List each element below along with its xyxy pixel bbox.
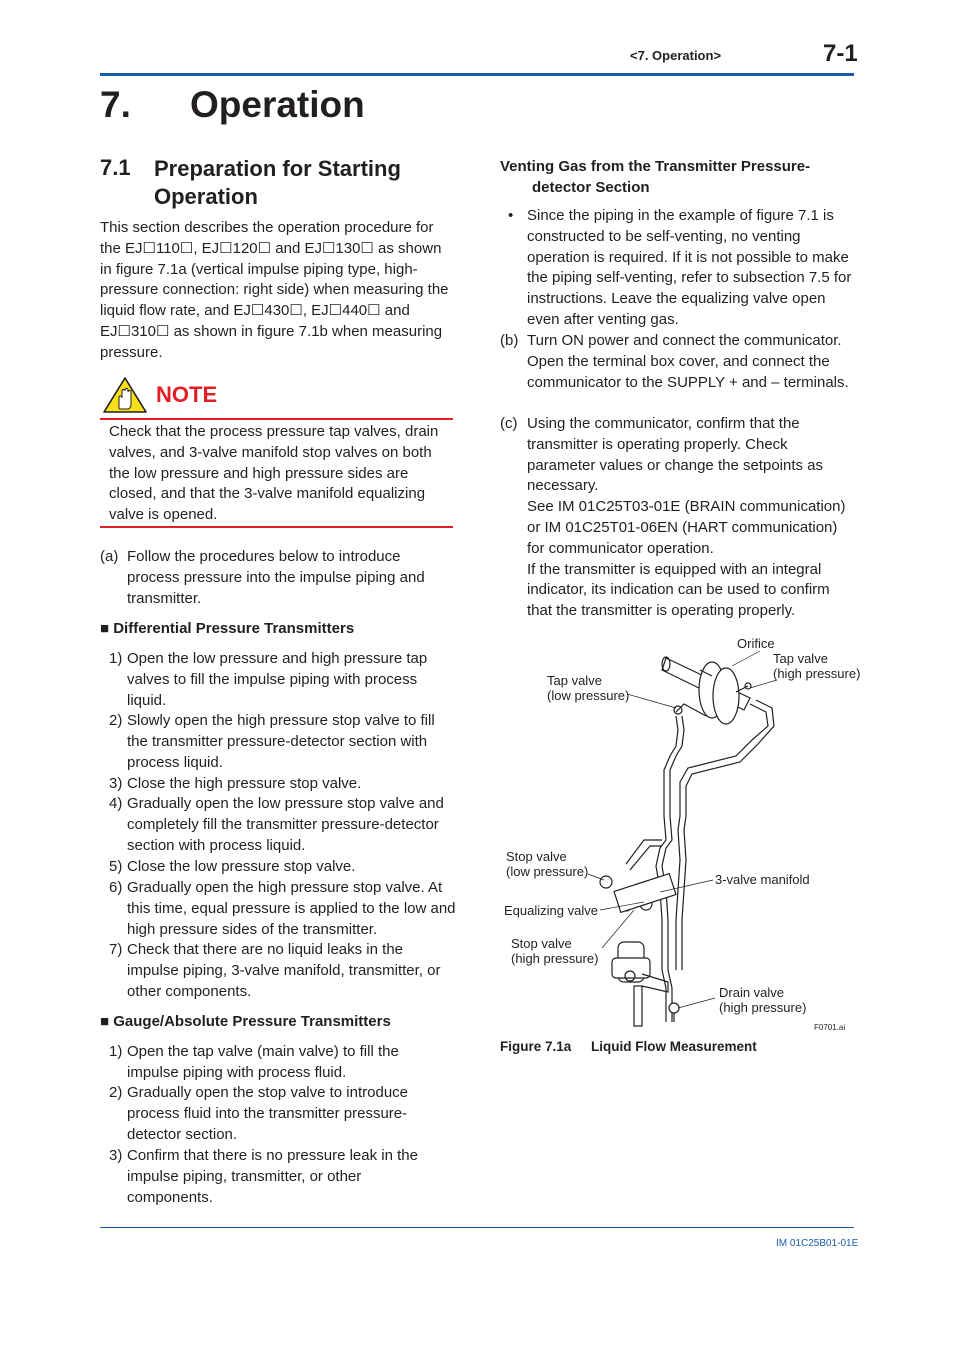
diff-pressure-step-number: 1)	[109, 650, 123, 667]
note-top-rule	[100, 418, 453, 420]
section-title: Preparation for Starting Operation	[154, 156, 401, 209]
impulse-pipe-high-b	[682, 700, 774, 970]
page-number: 7-1	[823, 40, 858, 67]
figure-file-id: F0701.ai	[814, 1023, 846, 1032]
diff-pressure-step-text: Close the high pressure stop valve.	[127, 775, 362, 792]
label-stop-valve-low: Stop valve (low pressure)	[506, 849, 589, 879]
gauge-pressure-step-number: 1)	[109, 1043, 123, 1060]
step-b-text: Turn ON power and connect the communicator. Open the terminal box cover, and connect the communicator to the SUPPLY + and – terminals.	[527, 332, 849, 391]
label-tap-valve-low: Tap valve (low pressure)	[547, 673, 630, 703]
gauge-pressure-step-text: Open the tap valve (main valve) to fill the impulse piping with process fluid.	[127, 1043, 399, 1081]
label-orifice: Orifice	[737, 636, 775, 651]
bullet-icon: •	[508, 207, 514, 224]
chapter-title: Operation	[190, 84, 365, 125]
step-a-label: (a)	[100, 548, 119, 565]
diff-pressure-step-number: 6)	[109, 879, 123, 896]
header-section-label: <7. Operation>	[630, 48, 722, 63]
diff-pressure-step-text: Gradually open the high pressure stop valve. At this time, equal pressure is applied to the low and high pressure sides of the transmitter.	[127, 879, 456, 938]
mounting-pipe	[634, 986, 642, 1026]
orifice-flange-2	[713, 668, 739, 724]
label-three-valve-manifold: 3-valve manifold	[715, 872, 810, 887]
note-text: Check that the process pressure tap valves, drain valves, and 3-valve manifold stop valves on both the low pressure and high pressure sides are closed, and that the 3-valve manifold equalizing valve is opened.	[109, 423, 439, 524]
caution-hand-icon	[102, 376, 148, 414]
diff-pressure-step-text: Slowly open the high pressure stop valve to fill the transmitter pressure-detector section with process liquid.	[127, 712, 435, 771]
note-bottom-rule	[100, 526, 453, 528]
label-tap-valve-high: Tap valve (high pressure)	[773, 651, 861, 681]
gauge-pressure-step-text: Gradually open the stop valve to introduce process fluid into the transmitter pressure-detector section.	[127, 1084, 409, 1143]
diff-pressure-step-number: 2)	[109, 712, 123, 729]
step-b-label: (b)	[500, 332, 519, 349]
diff-pressure-step-number: 7)	[109, 941, 123, 958]
document-id: IM 01C25B01-01E	[776, 1238, 859, 1249]
step-c-p3: If the transmitter is equipped with an integral indicator, its indication can be used to confirm that the transmitter is operating properly.	[527, 560, 830, 620]
venting-bullet-text: Since the piping in the example of figure 7.1 is constructed to be self-venting, no venting operation is required. If it is not possible to make the piping self-venting, refer to subsection 7.5 for instructions. Leave the equalizing valve open even after venting gas.	[527, 207, 852, 328]
step-c-p2: See IM 01C25T03-01E (BRAIN communication) or IM 01C25T01-06EN (HART communication) for communicator operation.	[527, 498, 846, 557]
diff-pressure-step-text: Gradually open the low pressure stop valve and completely fill the transmitter pressure-detector section with process liquid.	[127, 795, 444, 854]
diff-pressure-step-text: Close the low pressure stop valve.	[127, 858, 356, 875]
step-c-body	[527, 414, 856, 622]
diff-pressure-step-number: 4)	[109, 795, 123, 812]
label-stop-valve-high: Stop valve (high pressure)	[511, 936, 599, 966]
stop-low-pipe	[626, 840, 662, 864]
section-number: 7.1	[100, 155, 131, 180]
gauge-pressure-step-text: Confirm that there is no pressure leak in the impulse piping, transmitter, or other components.	[127, 1147, 418, 1206]
stop-valve-low	[600, 876, 612, 888]
diff-pressure-step-text: Open the low pressure and high pressure tap valves to fill the impulse piping with process liquid.	[127, 650, 428, 709]
impulse-pipe-high-a	[676, 704, 768, 970]
gauge-pressure-step-number: 2)	[109, 1084, 123, 1101]
impulse-pipe-low-a	[656, 716, 678, 1022]
impulse-pipe-low-b	[662, 716, 684, 1022]
label-drain-valve-high: Drain valve (high pressure)	[719, 985, 807, 1015]
section-intro: This section describes the operation procedure for the EJ☐110☐, EJ☐120☐ and EJ☐130☐ as shown in figure 7.1a (vertical impulse piping type, high-pressure connection: right side) when measuring the liquid flow rate, and EJ☐430☐, EJ☐440☐ and EJ☐310☐ as shown in figure 7.1b when measuring pressure.	[100, 219, 449, 361]
venting-heading-text: Venting Gas from the Transmitter Pressure-detector Section	[500, 158, 811, 196]
label-equalizing-valve: Equalizing valve	[504, 903, 598, 918]
step-c-p1: Using the communicator, confirm that the transmitter is operating properly. Check parameter values or change the setpoints as necessary.	[527, 415, 824, 495]
diff-pressure-step-number: 3)	[109, 775, 123, 792]
figure-caption-text: Liquid Flow Measurement	[591, 1039, 757, 1054]
diff-pressure-step-text: Check that there are no liquid leaks in the impulse piping, 3-valve manifold, transmitter, or other components.	[127, 941, 441, 1000]
note-label: NOTE	[156, 382, 218, 407]
step-c-label: (c)	[500, 415, 518, 432]
chapter-number: 7.	[100, 84, 131, 125]
venting-heading	[500, 156, 830, 198]
diff-pressure-heading: ■ Differential Pressure Transmitters	[100, 620, 355, 637]
gauge-pressure-step-number: 3)	[109, 1147, 123, 1164]
footer-rule	[100, 1227, 854, 1228]
drain-valve-high	[669, 1003, 679, 1013]
figure-caption-number: Figure 7.1a	[500, 1039, 572, 1054]
step-a-text: Follow the procedures below to introduce process pressure into the impulse piping and transmitter.	[127, 548, 425, 607]
diff-pressure-step-number: 5)	[109, 858, 123, 875]
gauge-pressure-heading: ■ Gauge/Absolute Pressure Transmitters	[100, 1013, 391, 1030]
header-rule	[100, 73, 854, 76]
